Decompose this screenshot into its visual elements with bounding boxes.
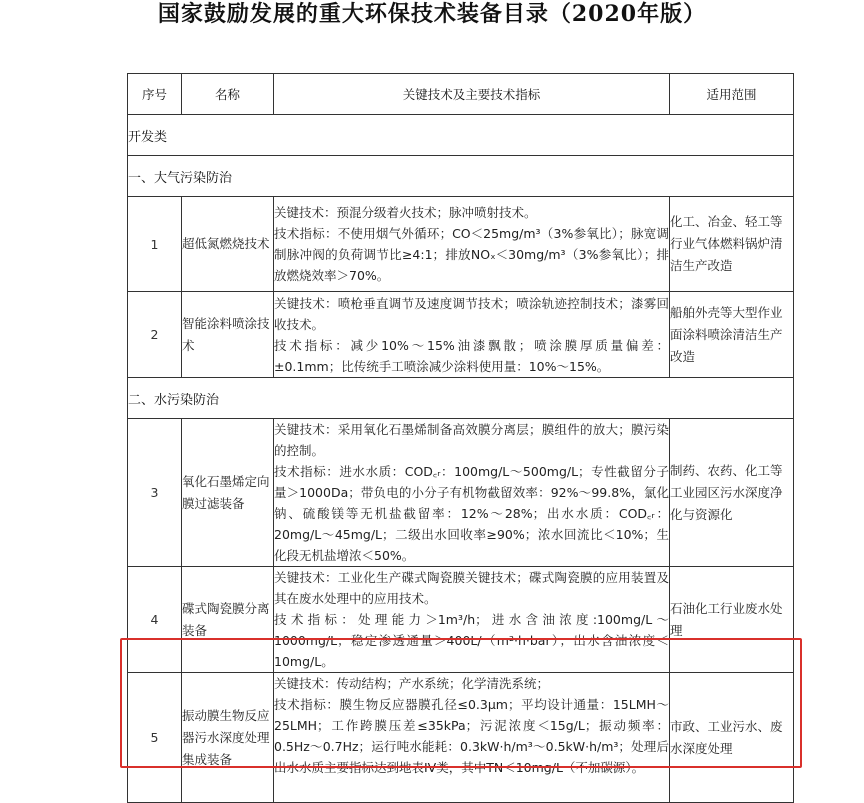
row-tech (274, 197, 670, 292)
row-key-tech: 关键技术：采用氧化石墨烯制备高效膜分离层；膜组件的放大；膜污染的控制。 (274, 422, 669, 458)
row-scope: 化工、冶金、轻工等行业气体燃料锅炉清洁生产改造 (670, 197, 794, 292)
row-indicators: 技术指标：进水水质：COD꜀ᵣ：100mg/L～500mg/L；专性截留分子量＞1000Da；带负电的小分子有机物截留效率：92%～99.8%，氯化钠、硫酸镁等无机盐截留率：12%～28%；出水水质：COD꜀ᵣ：20mg/L～45mg/L；二级出水回收率≥90%；浓水回流比＜10%；生化段无机盐增浓＜50%。 (274, 464, 669, 563)
row-indicators: 技术指标：处理能力＞1m³/h；进水含油浓度:100mg/L～1000mg/L；稳定渗透通量＞400L/（m²·h·bar）；出水含油浓度＜10mg/L。 (274, 612, 669, 669)
header-number: 序号 (128, 74, 182, 115)
row-tech (274, 673, 670, 803)
row-number: 3 (128, 419, 182, 567)
row-key-tech: 关键技术：工业化生产碟式陶瓷膜关键技术；碟式陶瓷膜的应用装置及其在废水处理中的应用技术。 (274, 570, 669, 606)
row-indicators: 技术指标：减少10%～15%油漆飘散；喷涂膜厚质量偏差：±0.1mm；比传统手工喷涂减少涂料使用量：10%～15%。 (274, 337, 669, 374)
row-scope: 市政、工业污水、废水深度处理 (670, 673, 794, 803)
row-key-tech: 关键技术：传动结构；产水系统；化学清洗系统； (274, 676, 550, 691)
category-row (128, 115, 794, 156)
section-row-water (128, 378, 794, 419)
row-name: 智能涂料喷涂技术 (182, 292, 274, 378)
section-label-air: 一、大气污染防治 (128, 156, 794, 197)
header-name: 名称 (182, 74, 274, 115)
row-number: 1 (128, 197, 182, 292)
row-tech (274, 419, 670, 567)
row-number: 2 (128, 292, 182, 378)
row-indicators: 技术指标：不使用烟气外循环；CO＜25mg/m³（3%参氧比）；脉宽调制脉冲阀的负荷调节比≥4:1；排放NOₓ＜30mg/m³（3%参氧比）；排放燃烧效率＞70%。 (274, 226, 669, 283)
row-scope: 船舶外壳等大型作业面涂料喷涂清洁生产改造 (670, 292, 794, 378)
section-row-air (128, 156, 794, 197)
row-scope: 制药、农药、化工等工业园区污水深度净化与资源化 (670, 419, 794, 567)
row-tech (274, 567, 670, 673)
table-row (128, 673, 794, 803)
table-row (128, 419, 794, 567)
section-label-water: 二、水污染防治 (128, 378, 794, 419)
table-row (128, 567, 794, 673)
row-scope: 石油化工行业废水处理 (670, 567, 794, 673)
equipment-catalog-table (127, 73, 794, 803)
header-key-tech: 关键技术及主要技术指标 (274, 74, 670, 115)
row-name: 氧化石墨烯定向膜过滤装备 (182, 419, 274, 567)
row-number: 5 (128, 673, 182, 803)
row-tech (274, 292, 670, 378)
row-number: 4 (128, 567, 182, 673)
row-indicators: 技术指标：膜生物反应器膜孔径≤0.3μm；平均设计通量：15LMH～25LMH；工作跨膜压差≤35kPa；污泥浓度＜15g/L；振动频率：0.5Hz～0.7Hz；运行吨水能耗：0.3kW·h/m³～0.5kW·h/m³；处理后出水水质主要指标达到地表IV类，其中TN＜10mg/L（不加碳源）。 (274, 697, 669, 775)
category-label: 开发类 (128, 115, 794, 156)
table-header-row (128, 74, 794, 115)
row-name: 超低氮燃烧技术 (182, 197, 274, 292)
table-row (128, 197, 794, 292)
table-row (128, 292, 794, 378)
row-key-tech: 关键技术：喷枪垂直调节及速度调节技术；喷涂轨迹控制技术；漆雾回收技术。 (274, 295, 669, 332)
document-title: 国家鼓励发展的重大环保技术装备目录（2020年版） (157, 1, 707, 27)
row-name: 碟式陶瓷膜分离装备 (182, 567, 274, 673)
row-name: 振动膜生物反应器污水深度处理集成装备 (182, 673, 274, 803)
row-key-tech: 关键技术：预混分级着火技术；脉冲喷射技术。 (274, 205, 537, 220)
header-scope: 适用范围 (670, 74, 794, 115)
